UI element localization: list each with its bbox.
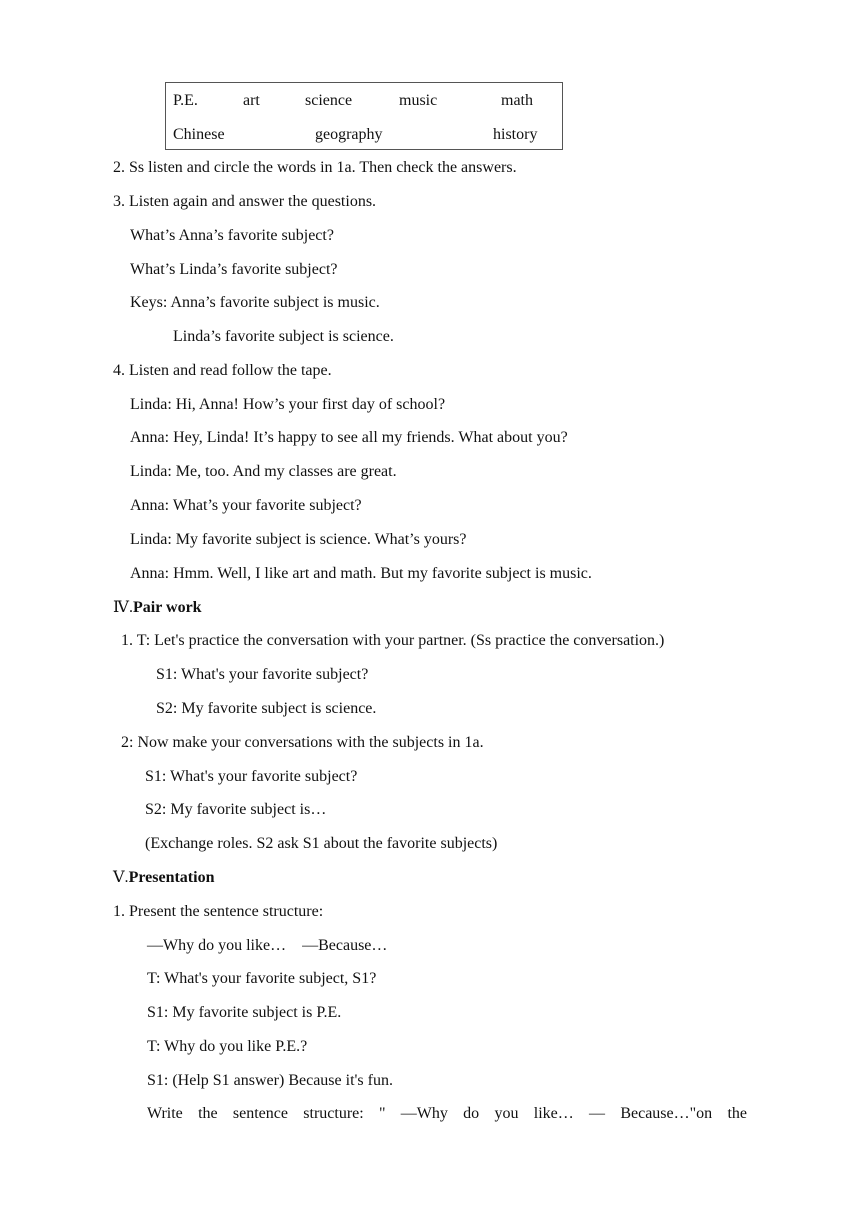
- dialogue-line: Linda: Me, too. And my classes are great.: [130, 463, 397, 480]
- dialogue-line: S2: My favorite subject is science.: [156, 700, 377, 717]
- step-2-text: 2. Ss listen and circle the words in 1a. Then check the answers.: [113, 159, 517, 176]
- key-anna: Keys: Anna’s favorite subject is music.: [130, 294, 380, 311]
- dialogue-line: S1: (Help S1 answer) Because it's fun.: [147, 1072, 393, 1089]
- step-4-text: 4. Listen and read follow the tape.: [113, 362, 332, 379]
- pair-work-step-1: 1. T: Let's practice the conversation with your partner. (Ss practice the conversation.): [121, 632, 665, 649]
- presentation-step-1: 1. Present the sentence structure:: [113, 903, 324, 920]
- word-art: art: [243, 92, 260, 109]
- word-geography: geography: [315, 126, 383, 143]
- dialogue-line: Anna: Hey, Linda! It’s happy to see all my friends. What about you?: [130, 429, 568, 446]
- structure-answer: —Because…: [302, 937, 388, 954]
- dialogue-line: Anna: What’s your favorite subject?: [130, 497, 362, 514]
- dialogue-line: S1: What's your favorite subject?: [156, 666, 369, 683]
- question-linda: What’s Linda’s favorite subject?: [130, 261, 338, 278]
- instruction-note: (Exchange roles. S2 ask S1 about the favorite subjects): [145, 835, 498, 852]
- instruction-text: Write the sentence structure: " —Why do you like… — Because…"on the: [147, 1105, 747, 1122]
- section-heading-presentation: [113, 868, 214, 888]
- sentence-structure: [147, 936, 387, 956]
- subject-word-box: [165, 82, 563, 150]
- dialogue-line: Linda: My favorite subject is science. What’s yours?: [130, 531, 467, 548]
- structure-question: —Why do you like…: [147, 937, 287, 954]
- dialogue-line: Anna: Hmm. Well, I like art and math. But my favorite subject is music.: [130, 565, 592, 582]
- section-numeral: Ⅳ.: [113, 599, 133, 616]
- dialogue-line: S2: My favorite subject is…: [145, 801, 327, 818]
- dialogue-line: T: What's your favorite subject, S1?: [147, 970, 377, 987]
- word-chinese: Chinese: [173, 126, 225, 143]
- question-anna: What’s Anna’s favorite subject?: [130, 227, 334, 244]
- step-3-text: 3. Listen again and answer the questions.: [113, 193, 377, 210]
- key-linda: Linda’s favorite subject is science.: [173, 328, 394, 345]
- word-music: music: [399, 92, 438, 109]
- dialogue-line: S1: What's your favorite subject?: [145, 768, 358, 785]
- section-title: Pair work: [132, 599, 202, 616]
- dialogue-line: Linda: Hi, Anna! How’s your first day of school?: [130, 396, 446, 413]
- word-math: math: [501, 92, 533, 109]
- section-title: Presentation: [128, 869, 215, 886]
- section-numeral: Ⅴ.: [113, 869, 129, 886]
- dialogue-line: T: Why do you like P.E.?: [147, 1038, 308, 1055]
- word-history: history: [493, 126, 538, 143]
- section-heading-pair-work: [113, 598, 202, 618]
- dialogue-line: S1: My favorite subject is P.E.: [147, 1004, 342, 1021]
- word-science: science: [305, 92, 353, 109]
- pair-work-step-2: 2: Now make your conversations with the subjects in 1a.: [121, 734, 484, 751]
- word-pe: P.E.: [173, 92, 198, 109]
